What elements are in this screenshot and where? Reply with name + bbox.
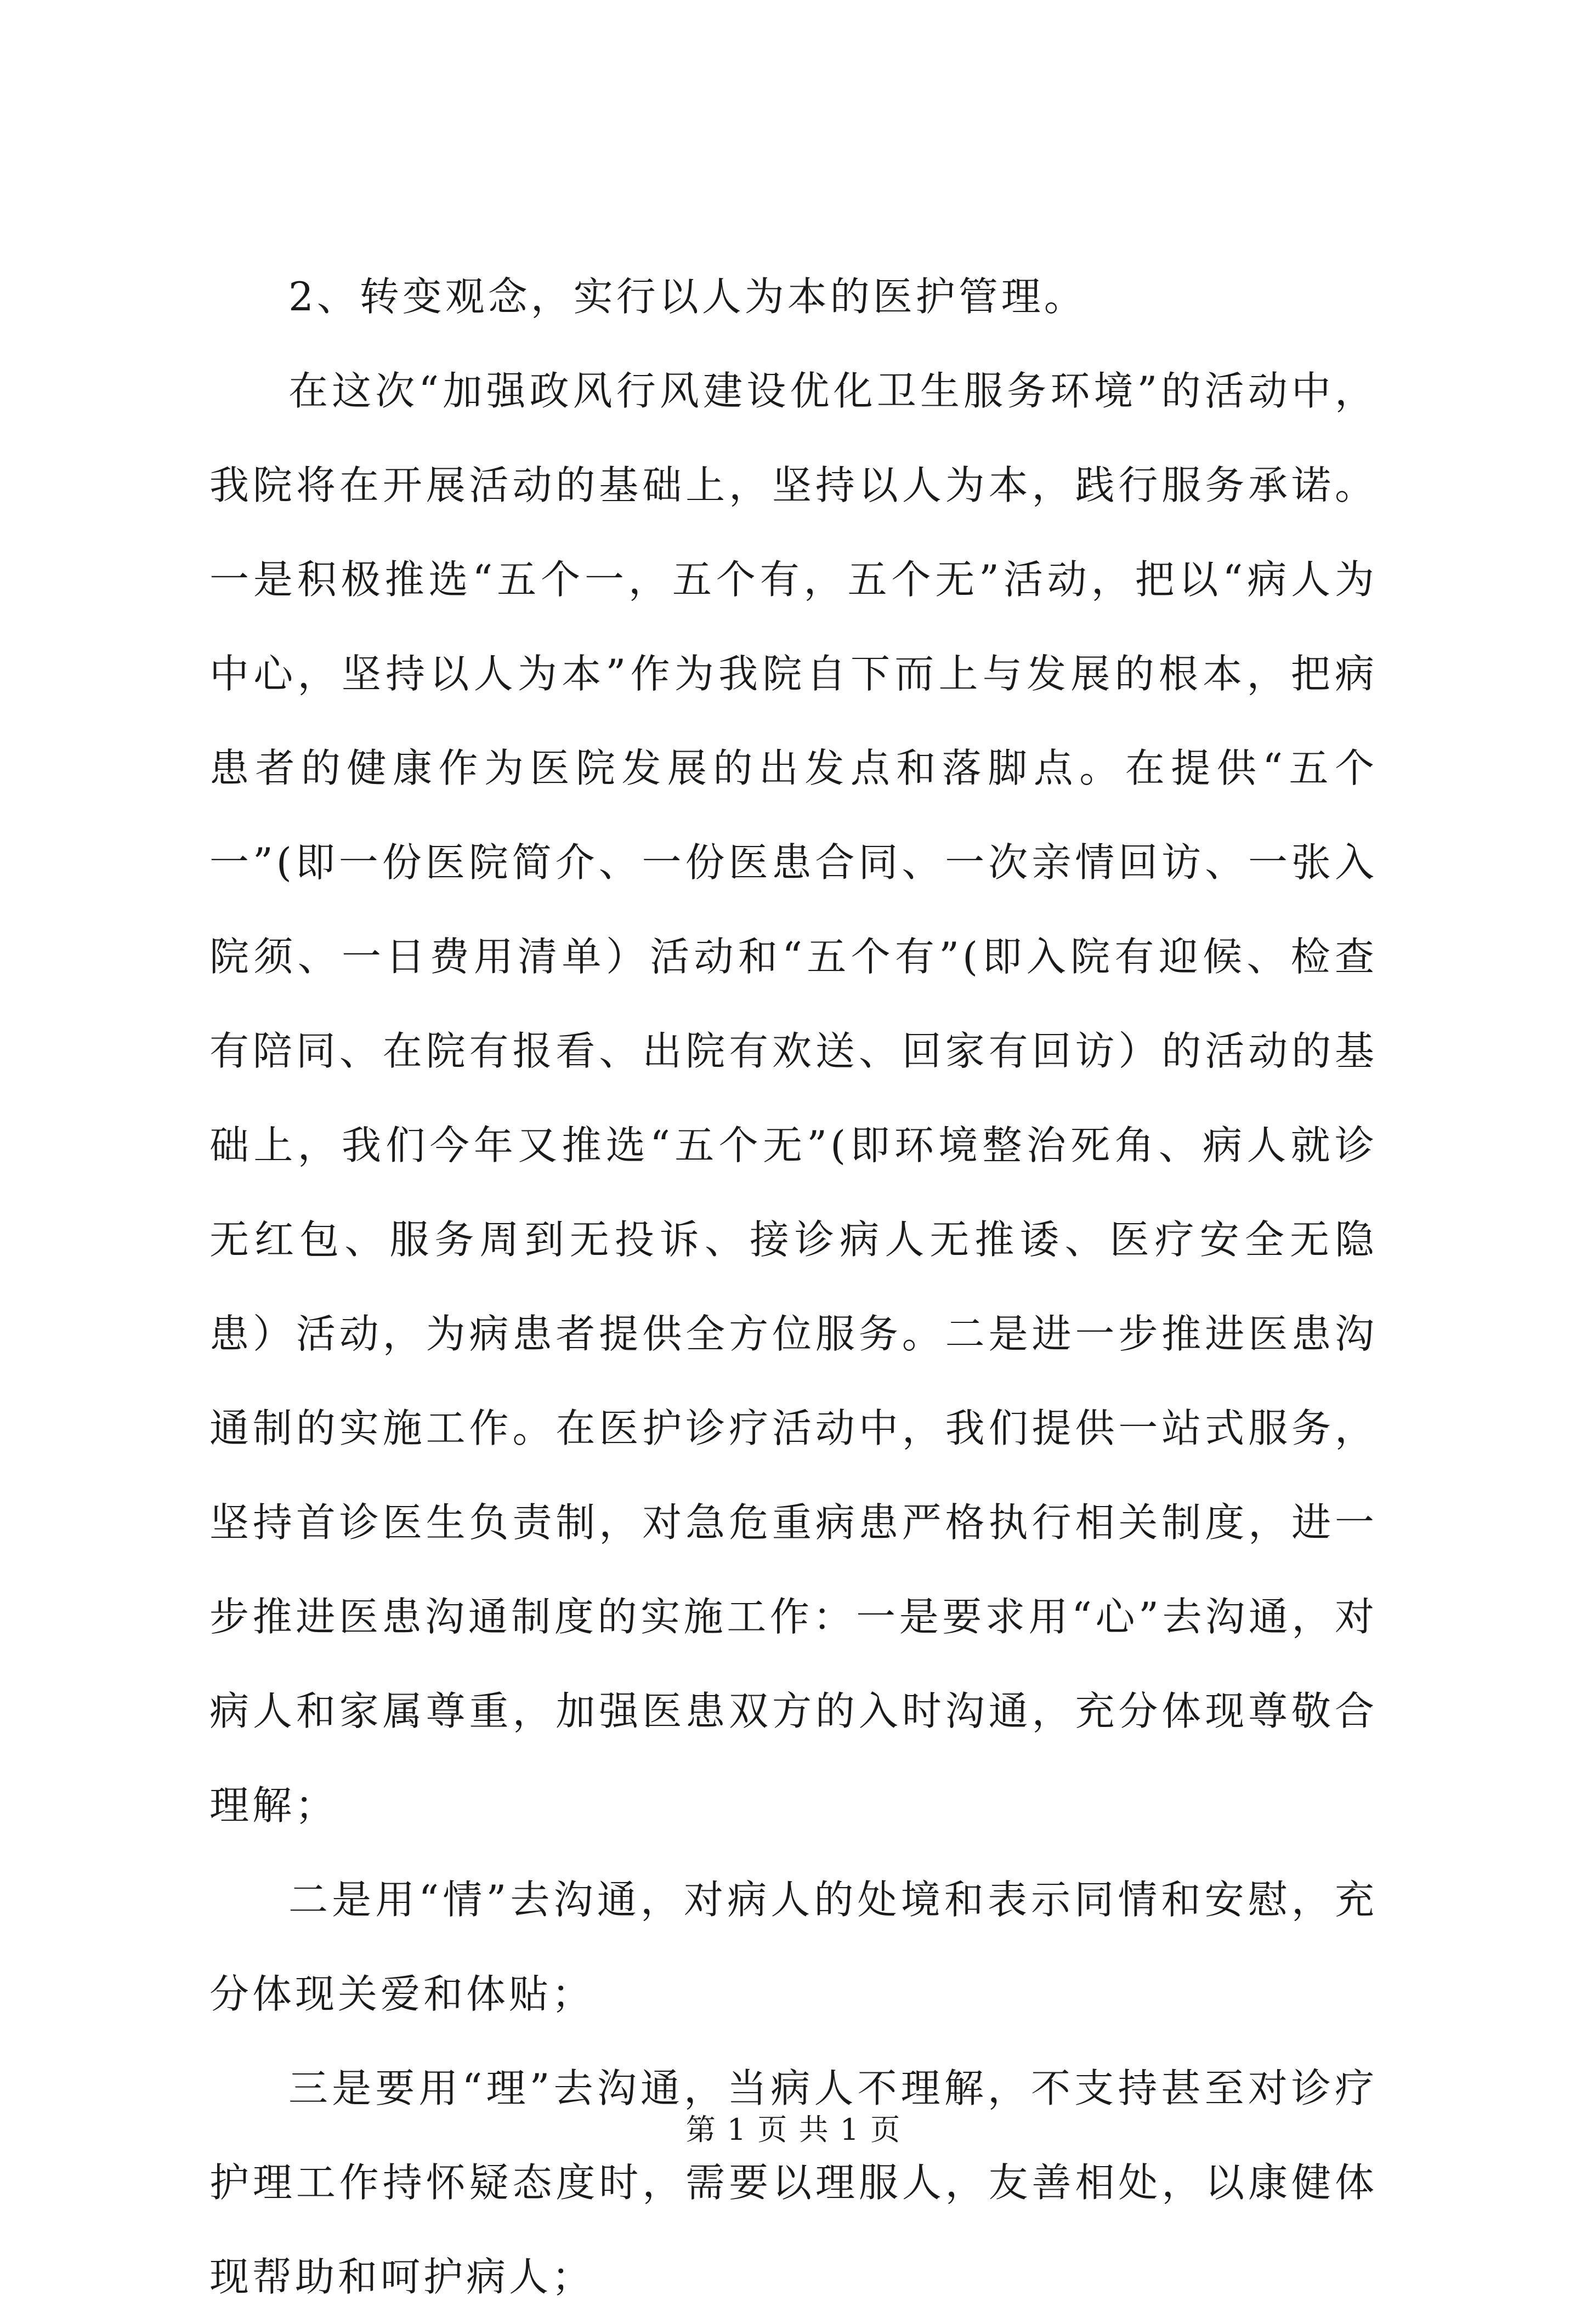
- document-body: [209, 249, 1378, 2324]
- paragraph-section-heading: 2、转变观念，实行以人为本的医护管理。: [288, 274, 1087, 320]
- paragraph-main: 在这次“加强政风行风建设优化卫生服务环境”的活动中，我院将在开展活动的基础上，坚持以人为本，践行服务承诺。一是积极推选“五个一，五个有，五个无”活动，把以“病人为中心，坚持以人为本”作为我院自下而上与发展的根本，把病患者的健康作为医院发展的出发点和落脚点。在提供“五个一”(即一份医院简介、一份医患合同、一次亲情回访、一张入院须、一日费用清单）活动和“五个有”(即入院有迎候、检查有陪同、在院有报看、出院有欢送、回家有回访）的活动的基础上，我们今年又推选“五个无”(即环境整治死角、病人就诊无红包、服务周到无投诉、接诊病人无推诿、医疗安全无隐患）活动，为病患者提供全方位服务。二是进一步推进医患沟通制的实施工作。在医护诊疗活动中，我们提供一站式服务，坚持首诊医生负责制，对急危重病患严格执行相关制度，进一步推进医患沟通制度的实施工作：一是要求用“心”去沟通，对病人和家属尊重，加强医患双方的入时沟通，充分体现尊敬合理解；: [209, 368, 1378, 1828]
- paragraph-third-point: 三是要用“理”去沟通，当病人不理解，不支持甚至对诊疗护理工作持怀疑态度时，需要以理服人，友善相处，以康健体现帮助和呵护病人；: [209, 2065, 1378, 2300]
- paragraph-second-point: 二是用“情”去沟通，对病人的处境和表示同情和安慰，充分体现关爱和体贴；: [209, 1877, 1378, 2017]
- page-footer: 第 1 页 共 1 页: [685, 2112, 902, 2147]
